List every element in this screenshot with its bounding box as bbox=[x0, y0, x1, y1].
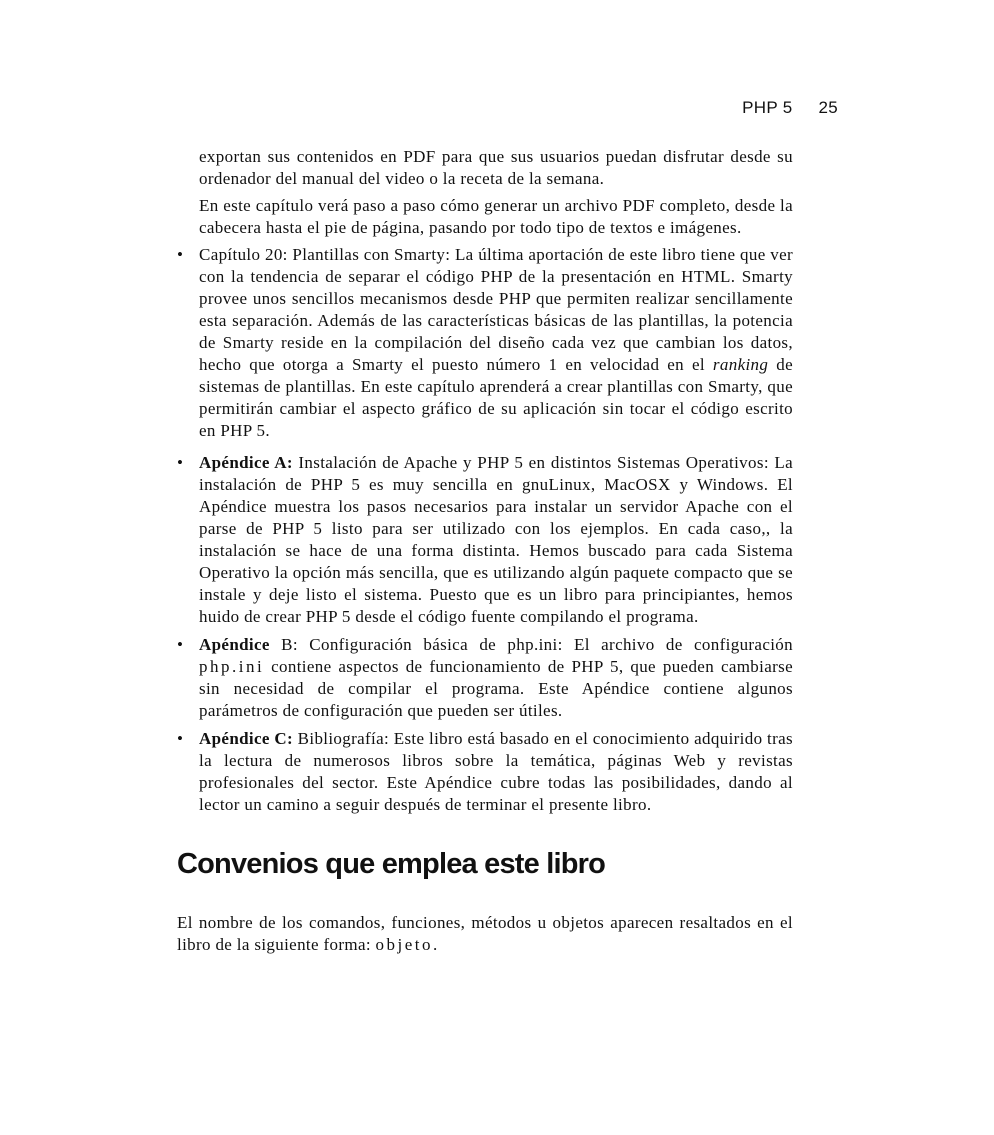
bullet-marker: • bbox=[177, 453, 184, 472]
list-item-appendix-c bbox=[177, 728, 793, 816]
item-text: B: Configuración básica de php.ini: El archivo de configuración bbox=[269, 635, 793, 654]
continued-paragraph: exportan sus contenidos en PDF para que sus usuarios puedan disfrutar desde su ordenador del manual del video o la receta de la semana. bbox=[199, 147, 793, 188]
page-number: 25 bbox=[818, 98, 838, 117]
item-lead: Apéndice bbox=[199, 635, 270, 654]
bullet-marker: • bbox=[177, 245, 184, 264]
item-code: php.ini bbox=[199, 657, 265, 676]
item-text: Instalación de Apache y PHP 5 en distintos Sistemas Operativos: La instalación de PHP 5 es muy sencilla en gnuLinux, MacOSX y Windows. El Apéndice muestra los pasos necesarios para instalar un servidor Apache con el parse de PHP 5 listo para ser utilizado con los ejemplos. En cada caso,, la instalación se hace de una forma distinta. Hemos buscado para cada Sistema Operativo la opción más sencilla, que es utilizando algún paquete compacto que se instale y deje listo el sistema. Puesto que es un libro para principiantes, hemos huido de crear PHP 5 desde el código fuente compilando el programa. bbox=[199, 453, 793, 626]
paragraph-text: . bbox=[433, 935, 438, 954]
item-lead: Apéndice C: bbox=[199, 729, 294, 748]
bullet-marker: • bbox=[177, 635, 184, 654]
book-title: PHP 5 bbox=[742, 98, 793, 117]
list-item-appendix-a bbox=[177, 452, 793, 628]
running-header bbox=[742, 98, 838, 118]
chapter-list bbox=[177, 244, 793, 816]
bullet-marker: • bbox=[177, 729, 184, 748]
continued-paragraph: En este capítulo verá paso a paso cómo generar un archivo PDF completo, desde la cabecera hasta el pie de página, pasando por todo tipo de textos e imágenes. bbox=[199, 196, 793, 237]
item-text: contiene aspectos de funcionamiento de PHP 5, que pueden cambiarse sin necesidad de compilar el programa. Este Apéndice contiene algunos parámetros de configuración que pueden ser útiles. bbox=[199, 657, 793, 720]
item-text: Bibliografía: Este libro está basado en el conocimiento adquirido tras la lectura de numerosos libros sobre la temática, páginas Web y revistas profesionales del sector. Este Apéndice cubre todas las posibilidades, dando al lector un camino a seguir después de terminar el presente libro. bbox=[199, 729, 793, 814]
item-text: de sistemas de plantillas. En este capítulo aprenderá a crear plantillas con Smarty, que permitirán cambiar el aspecto gráfico de su aplicación sin tocar el código escrito en PHP 5. bbox=[199, 355, 793, 440]
item-text: Capítulo 20: Plantillas con Smarty: La última aportación de este libro tiene que ver con la tendencia de separar el código PHP de la presentación en HTML. Smarty provee unos sencillos mecanismos desde PHP que permiten realizar sencillamente esta separación. Además de las características básicas de las plantillas, la potencia de Smarty reside en la compilación del diseño cada vez que cambian los datos, hecho que otorga a Smarty el puesto número 1 en velocidad en el bbox=[199, 245, 793, 374]
section-heading: Convenios que emplea este libro bbox=[177, 848, 606, 880]
list-item-chapter-20 bbox=[177, 244, 793, 442]
item-emphasis: ranking bbox=[712, 355, 769, 374]
item-lead: Apéndice A: bbox=[199, 453, 293, 472]
page-content bbox=[177, 146, 793, 956]
list-item-appendix-b bbox=[177, 634, 793, 722]
section-paragraph bbox=[177, 912, 793, 956]
paragraph-text: El nombre de los comandos, funciones, métodos u objetos aparecen resaltados en el libro de la siguiente forma: bbox=[177, 913, 793, 954]
code-example: objeto bbox=[375, 935, 434, 954]
